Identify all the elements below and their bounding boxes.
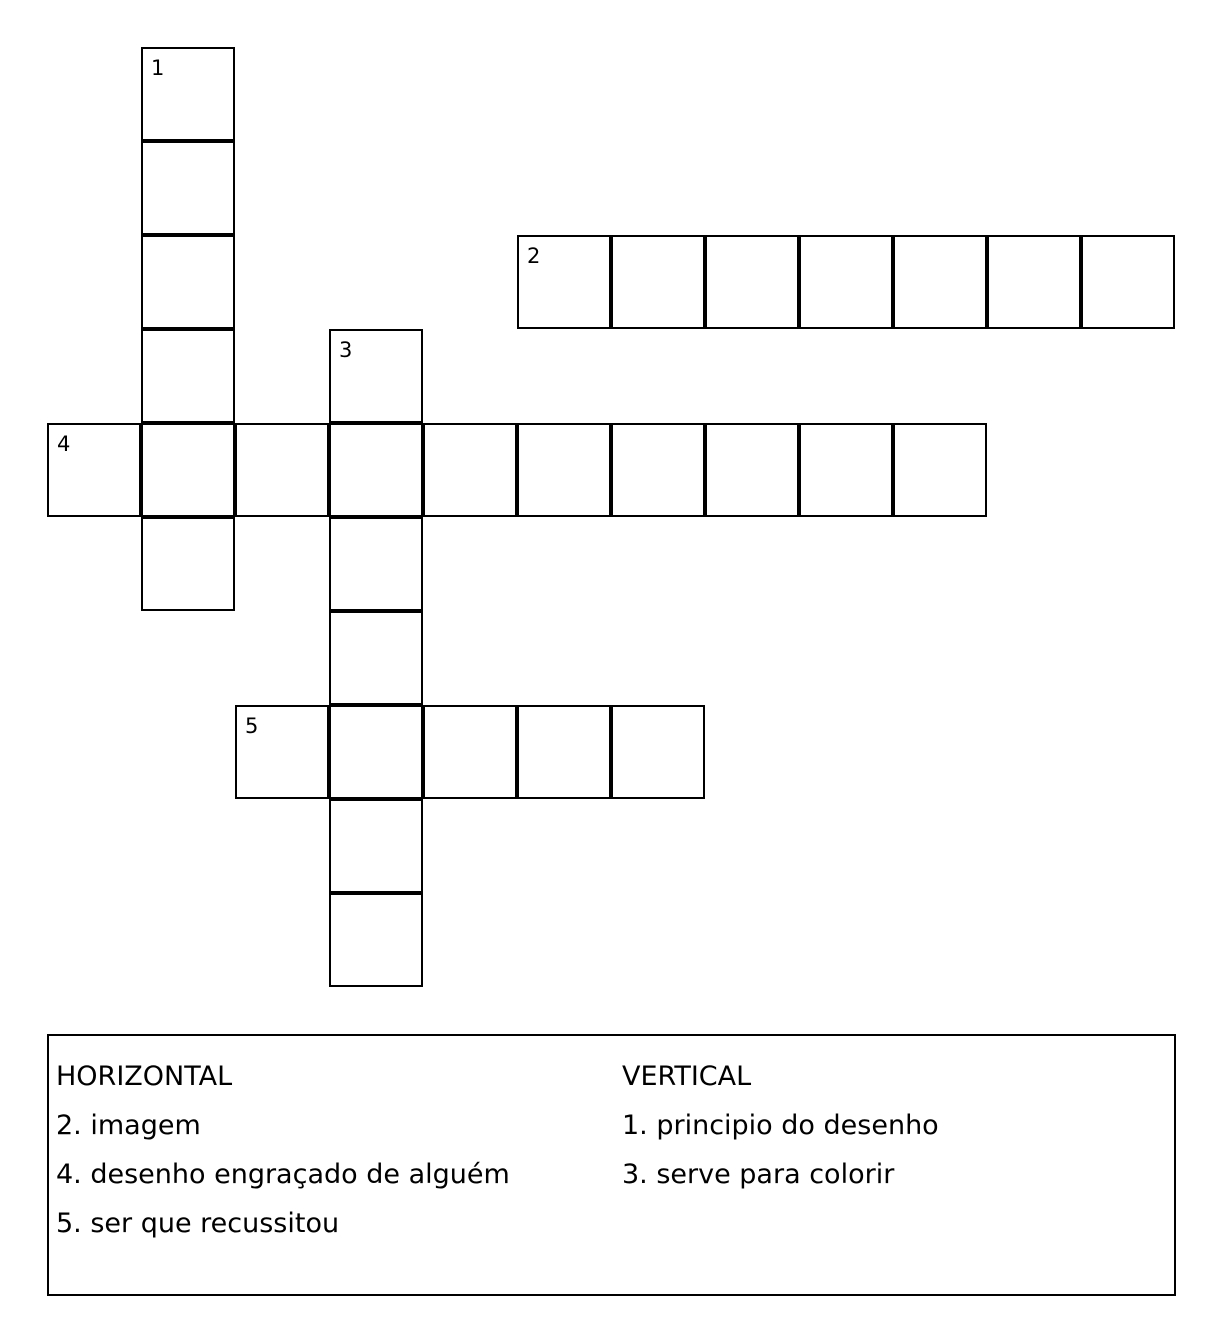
crossword-cell[interactable] [141, 47, 235, 141]
crossword-cell[interactable] [141, 517, 235, 611]
crossword-cell[interactable] [611, 423, 705, 517]
clue-number: 4 [57, 432, 71, 456]
clue-vertical-3: 3. serve para colorir [622, 1159, 895, 1190]
clue-number: 1 [151, 56, 165, 80]
clue-horizontal-5: 5. ser que recussitou [56, 1208, 340, 1239]
crossword-cell[interactable] [235, 423, 329, 517]
crossword-cell[interactable] [329, 517, 423, 611]
clue-number: 3 [339, 338, 353, 362]
clue-number: 5 [245, 714, 259, 738]
crossword-cell[interactable] [705, 235, 799, 329]
crossword-cell[interactable] [141, 329, 235, 423]
crossword-cell[interactable] [329, 423, 423, 517]
clue-number: 2 [527, 244, 541, 268]
crossword-cell[interactable] [329, 611, 423, 705]
clues-box [47, 1034, 1176, 1296]
crossword-cell[interactable] [517, 705, 611, 799]
clue-vertical-1: 1. principio do desenho [622, 1110, 939, 1141]
crossword-cell[interactable] [329, 799, 423, 893]
crossword-cell[interactable] [1081, 235, 1175, 329]
crossword-cell[interactable] [611, 235, 705, 329]
horizontal-heading: HORIZONTAL [56, 1061, 233, 1092]
crossword-cell[interactable] [329, 705, 423, 799]
clue-horizontal-2: 2. imagem [56, 1110, 201, 1141]
vertical-heading: VERTICAL [622, 1061, 752, 1092]
clue-horizontal-4: 4. desenho engraçado de alguém [56, 1159, 510, 1190]
crossword-cell[interactable] [705, 423, 799, 517]
horizontal-clues [56, 1052, 510, 1248]
crossword-cell[interactable] [987, 235, 1081, 329]
crossword-cell[interactable] [893, 235, 987, 329]
crossword-cell[interactable] [141, 235, 235, 329]
crossword-cell[interactable] [893, 423, 987, 517]
crossword-cell[interactable] [517, 235, 611, 329]
crossword-cell[interactable] [235, 705, 329, 799]
vertical-clues [622, 1052, 939, 1199]
crossword-cell[interactable] [141, 141, 235, 235]
crossword-cell[interactable] [517, 423, 611, 517]
crossword-cell[interactable] [423, 705, 517, 799]
crossword-cell[interactable] [141, 423, 235, 517]
crossword-cell[interactable] [799, 235, 893, 329]
crossword-cell[interactable] [47, 423, 141, 517]
crossword-cell[interactable] [799, 423, 893, 517]
crossword-cell[interactable] [329, 893, 423, 987]
crossword-cell[interactable] [423, 423, 517, 517]
crossword-cell[interactable] [329, 329, 423, 423]
crossword-cell[interactable] [611, 705, 705, 799]
